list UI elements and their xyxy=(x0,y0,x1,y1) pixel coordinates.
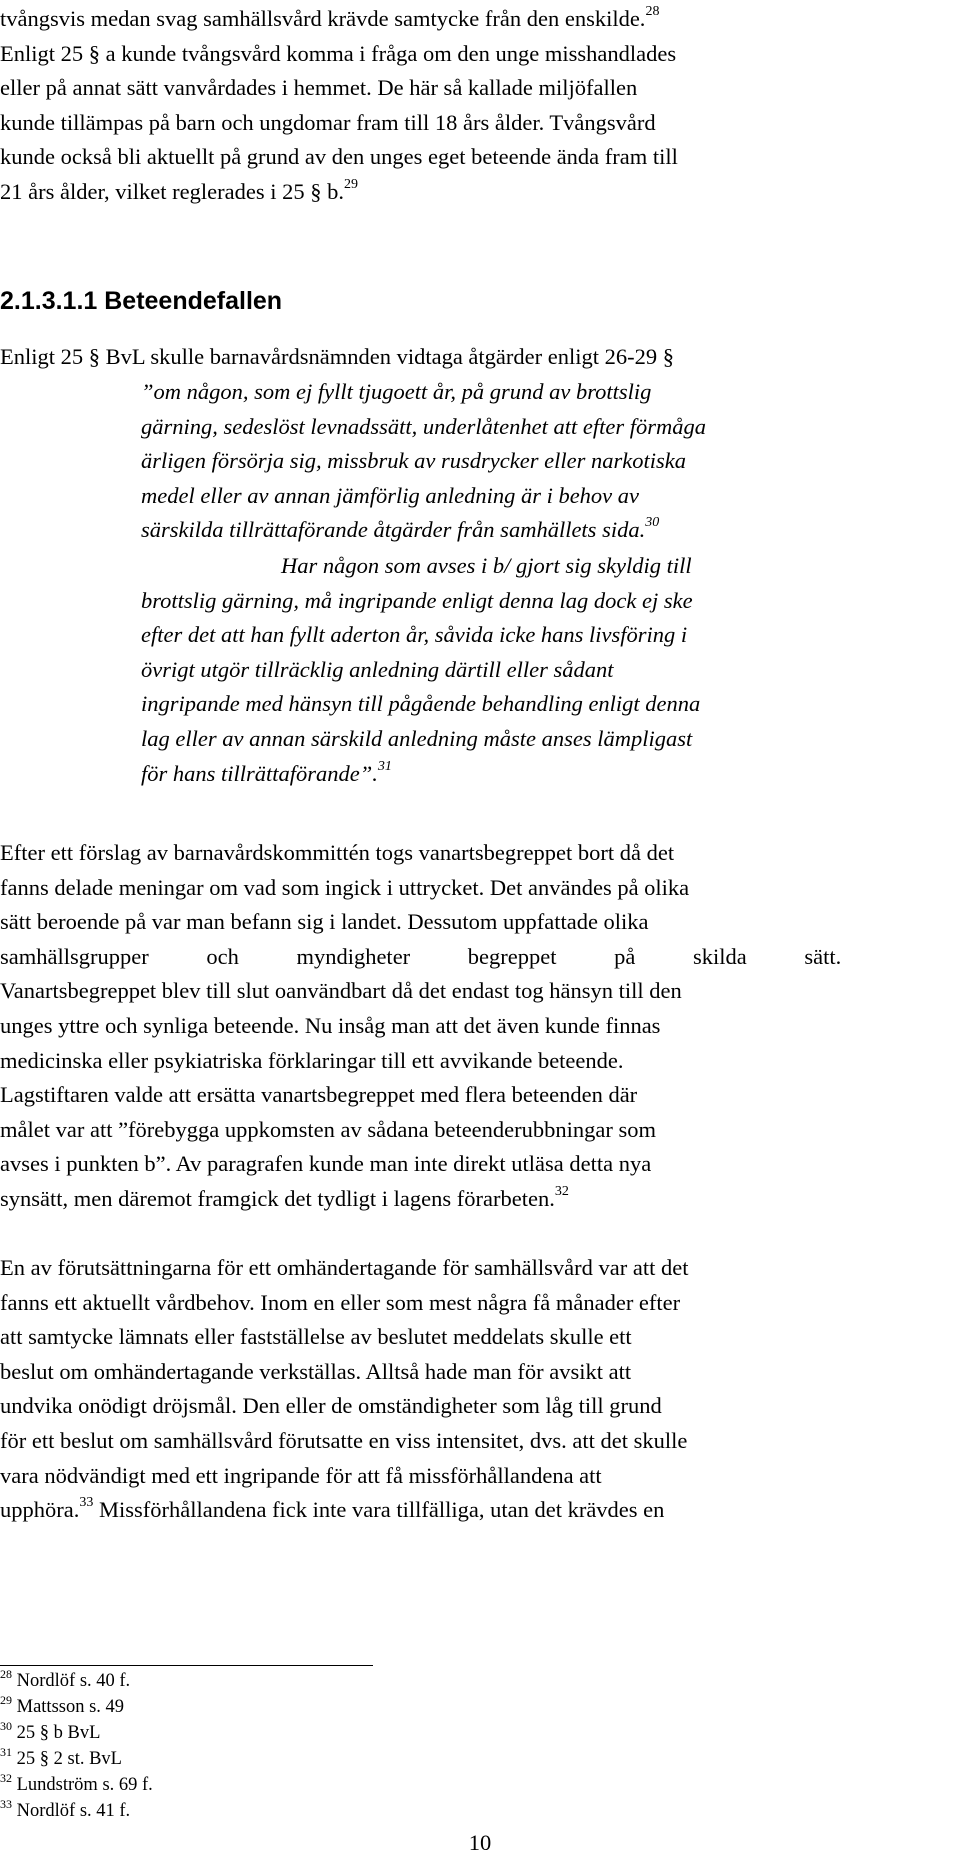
quote-line: övrigt utgör tillräcklig anledning därtill eller sådant xyxy=(141,656,614,682)
text-line: undvika onödigt dröjsmål. Den eller de omständigheter som låg till grund xyxy=(0,1393,662,1419)
footnote-item: $^{30}$ 25 § b BvL xyxy=(0,1719,101,1743)
text-line: eller på annat sätt vanvårdades i hemmet. De här så kallade miljöfallen xyxy=(0,75,638,101)
footnote-ref: 28 xyxy=(645,4,660,19)
footnote-item: $^{31}$ 25 § 2 st. BvL xyxy=(0,1745,122,1769)
text-line: avses i punkten b”. Av paragrafen kunde man inte direkt utläsa detta nya xyxy=(0,1151,652,1177)
quote-line: särskilda tillrättaförande åtgärder från samhällets sida.$^{30}$ xyxy=(141,515,660,543)
footnote-item: $^{33}$ Nordlöf s. 41 f. xyxy=(0,1797,131,1821)
footnote-item: $^{32}$ Lundström s. 69 f. xyxy=(0,1771,153,1795)
block-quote xyxy=(141,375,960,548)
text-line: Efter ett förslag av barnavårdskommittén togs vanartsbegreppet bort då det xyxy=(0,840,675,865)
text-line: att samtycke lämnats eller fastställelse av beslutet meddelats skulle ett xyxy=(0,1324,632,1350)
quote-line: ”om någon, som ej fyllt tjugoett år, på grund av brottslig xyxy=(141,379,652,404)
footnote-separator xyxy=(0,1665,373,1666)
text-line: En av förutsättningarna för ett omhändertagande för samhällsvård var att det xyxy=(0,1255,689,1280)
text-line: samhällsgrupper och myndigheter begreppet på skilda sätt. xyxy=(0,943,842,969)
footnote-ref: 31 xyxy=(377,758,392,774)
footnote-ref: 33 xyxy=(79,1495,94,1511)
text-line: upphöra.$^{33}$ Missförhållandena fick inte vara tillfälliga, utan det krävdes en xyxy=(0,1495,665,1523)
text-line: för ett beslut om samhällsvård förutsatte en viss intensitet, dvs. att det skulle xyxy=(0,1427,688,1453)
text-line: fanns ett aktuellt vårdbehov. Inom en eller som mest några få månader efter xyxy=(0,1289,681,1315)
text-line: Lagstiftaren valde att ersätta vanartsbegreppet med flera beteenden där xyxy=(0,1082,638,1108)
text-line: sätt beroende på var man befann sig i landet. Dessutom uppfattade olika xyxy=(0,909,649,935)
text-line: vara nödvändigt med ett ingripande för att få missförhållandena att xyxy=(0,1462,602,1488)
text-line: medicinska eller psykiatriska förklaringar till ett avvikande beteende. xyxy=(0,1047,624,1073)
text-line: Enligt 25 § BvL skulle barnavårdsnämnden vidtaga åtgärder enligt 26-29 § xyxy=(0,344,674,369)
text-line: 21 års ålder, vilket reglerades i 25 § b.$^{29}$ xyxy=(0,176,358,204)
text-line: kunde också bli aktuellt på grund av den unges eget beteende ända fram till xyxy=(0,144,678,170)
text-line: tvångsvis medan svag samhällsvård krävde samtycke från den enskilde.$^{28}$ xyxy=(0,4,660,31)
quote-line: lag eller av annan särskild anledning måste anses lämpligast xyxy=(141,725,693,751)
quote-line: gärning, sedeslöst levnadssätt, underlåtenhet att efter förmåga xyxy=(141,413,706,439)
footnote-ref: 29 xyxy=(343,176,358,192)
footnote-item: $^{29}$ Mattsson s. 49 xyxy=(0,1693,125,1717)
text-line: Vanartsbegreppet blev till slut oanvändbart då det endast tog hänsyn till den xyxy=(0,978,682,1004)
footnote-item: $^{28}$ Nordlöf s. 40 f. xyxy=(0,1667,131,1691)
quote-line: ingripande med hänsyn till pågående behandling enligt denna xyxy=(141,691,701,717)
lead-paragraph xyxy=(0,340,960,375)
text-line: synsätt, men däremot framgick det tydligt i lagens förarbeten.$^{32}$ xyxy=(0,1183,569,1211)
quote-line: brottslig gärning, må ingripande enligt denna lag dock ej ske xyxy=(141,587,693,613)
text-line: beslut om omhändertagande verkställas. Alltså hade man för avsikt att xyxy=(0,1358,632,1384)
footnote-ref: 32 xyxy=(554,1183,569,1199)
text-line: målet var att ”förebygga uppkomsten av sådana beteenderubbningar som xyxy=(0,1116,657,1142)
text-line: kunde tillämpas på barn och ungdomar fram till 18 års ålder. Tvångsvård xyxy=(0,109,656,135)
quote-line: för hans tillrättaförande”.$^{31}$ xyxy=(141,758,392,786)
section-heading: 2.1.3.1.1 Beteendefallen xyxy=(0,287,283,315)
quote-line: efter det att han fyllt aderton år, såvida icke hans livsföring i xyxy=(141,622,688,648)
quote-line: medel eller av annan jämförlig anledning är i behov av xyxy=(141,482,640,508)
body-paragraph xyxy=(0,836,960,1217)
page-number: 10 xyxy=(468,1830,492,1855)
body-paragraph xyxy=(0,1251,960,1528)
text-line: unges yttre och synliga beteende. Nu insåg man att det även kunde finnas xyxy=(0,1012,661,1038)
footnote-ref: 30 xyxy=(645,515,660,531)
text-line: Enligt 25 § a kunde tvångsvård komma i fråga om den unge misshandlades xyxy=(0,40,677,66)
quote-line: Har någon som avses i b/ gjort sig skyldig till xyxy=(281,553,692,578)
footnotes-list xyxy=(0,1668,153,1824)
text-line: fanns delade meningar om vad som ingick i uttrycket. Det användes på olika xyxy=(0,874,690,900)
block-quote xyxy=(141,549,960,791)
quote-line: ärligen försörja sig, missbruk av rusdrycker eller narkotiska xyxy=(141,448,686,474)
intro-paragraph xyxy=(0,2,960,210)
